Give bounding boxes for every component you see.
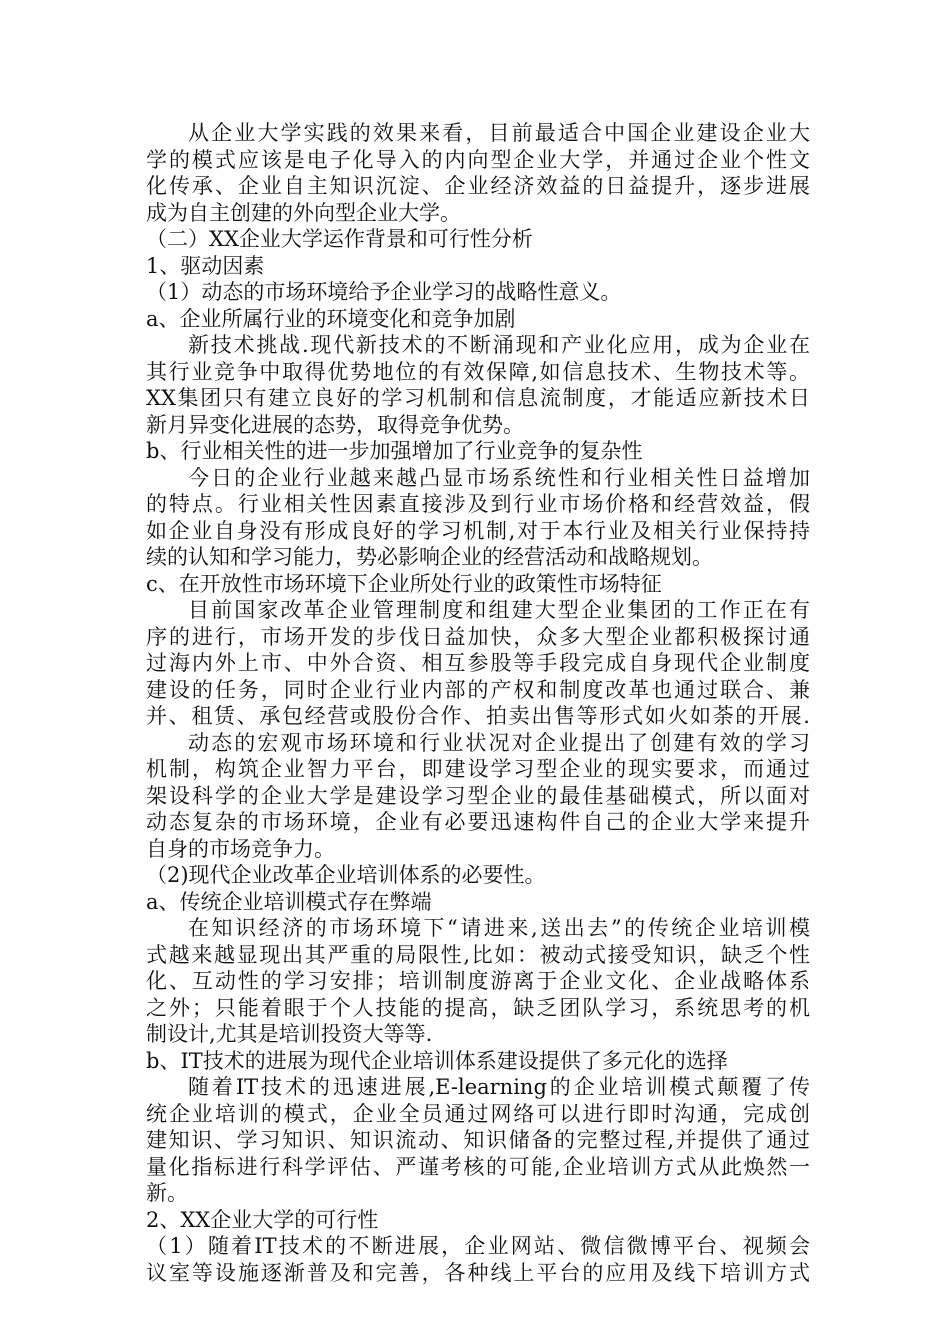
text-line: a、传统企业培训模式存在弊端 [146,889,432,914]
text-line: XX集团只有建立良好的学习机制和信息流制度，才能适应新技术日 [146,386,810,410]
text-line: （二）XX企业大学运作背景和可行性分析 [146,227,533,251]
text-line: 建设的任务，同时企业行业内部的产权和制度改革也通过联合、兼 [146,677,810,702]
text-line: 新月异变化进展的态势，取得竞争优势。 [146,412,524,437]
text-line: 量化指标进行科学评估、严谨考核的可能,企业培训方式从此焕然一 [146,1154,810,1179]
text-line: 如企业自身没有形成良好的学习机制,对于本行业及相关行业保持持 [146,518,810,543]
text-line: 新。 [146,1181,188,1205]
text-line: 新技术挑战.现代新技术的不断涌现和产业化应用，成为企业在 [188,333,810,357]
text-line: 的特点。行业相关性因素直接涉及到行业市场价格和经营效益，假 [146,492,810,516]
text-line: a、企业所属行业的环境变化和竞争加剧 [146,306,516,331]
text-line: 序的进行，市场开发的步伐日益加快，众多大型企业都积极探讨通 [146,624,810,649]
text-line: 统企业培训的模式，企业全员通过网络可以进行即时沟通，完成创 [146,1101,810,1126]
text-line: 学的模式应该是电子化导入的内向型企业大学，并通过企业个性文 [146,147,810,172]
text-line: 续的认知和学习能力，势必影响企业的经营活动和战略规划。 [146,545,713,569]
text-line: 之外；只能着眼于个人技能的提高，缺乏团队学习，系统思考的机 [146,995,810,1020]
text-line: 动态的宏观市场环境和行业状况对企业提出了创建有效的学习 [188,730,810,755]
text-line: 式越来越显现出其严重的局限性,比如：被动式接受知识，缺乏个性 [146,942,810,967]
text-line: 从企业大学实践的效果来看，目前最适合中国企业建设企业大 [188,121,810,145]
text-line: （2)现代企业改革企业培训体系的必要性。 [146,863,546,887]
text-line: 机制，构筑企业智力平台，即建设学习型企业的现实要求，而通过 [146,757,810,781]
text-line: 目前国家改革企业管理制度和组建大型企业集团的工作正在有 [188,598,810,622]
text-line: b、IT技术的进展为现代企业培训体系建设提供了多元化的选择 [146,1048,728,1073]
text-line: 建知识、学习知识、知识流动、知识储备的完整过程,并提供了通过 [146,1128,810,1152]
text-line: 2、XX企业大学的可行性 [146,1207,379,1232]
text-line: 1、驱动因素 [146,253,265,278]
text-line: b、行业相关性的进一步加强增加了行业竞争的复杂性 [146,439,643,463]
text-line: 今日的企业行业越来越凸显市场系统性和行业相关性日益增加 [188,465,810,490]
text-line: 动态复杂的市场环境，企业有必要迅速构件自己的企业大学来提升 [146,810,810,834]
text-line: （1）随着IT技术的不断进展，企业网站、微信微博平台、视频会 [146,1234,810,1258]
text-line: 随着IT技术的迅速进展,E-learning的企业培训模式颠覆了传 [188,1075,810,1099]
text-line: 成为自主创建的外向型企业大学。 [146,200,461,225]
text-line: c、在开放性市场环境下企业所处行业的政策性市场特征 [146,571,662,596]
text-line: 议室等设施逐渐普及和完善，各种线上平台的应用及线下培训方式 [146,1260,810,1285]
text-line: 其行业竞争中取得优势地位的有效保障,如信息技术、生物技术等。 [146,359,810,384]
text-line: 自身的市场竞争力。 [146,836,335,861]
text-line: 化、互动性的学习安排；培训制度游离于企业文化、企业战略体系 [146,969,810,993]
text-line: 架设科学的企业大学是建设学习型企业的最佳基础模式，所以面对 [146,783,810,808]
text-line: （1）动态的市场环境给予企业学习的战略性意义。 [146,280,622,304]
text-line: 过海内外上市、中外合资、相互参股等手段完成自身现代企业制度 [146,651,810,675]
text-line: 在知识经济的市场环境下“请进来,送出去”的传统企业培训模 [188,916,810,940]
text-line: 并、租赁、承包经营或股份合作、拍卖出售等形式如火如荼的开展. [146,704,810,728]
text-line: 化传承、企业自主知识沉淀、企业经济效益的日益提升，逐步进展 [146,174,810,198]
text-line: 制设计,尤其是培训投资大等等. [146,1022,433,1046]
document-body [146,120,810,1286]
